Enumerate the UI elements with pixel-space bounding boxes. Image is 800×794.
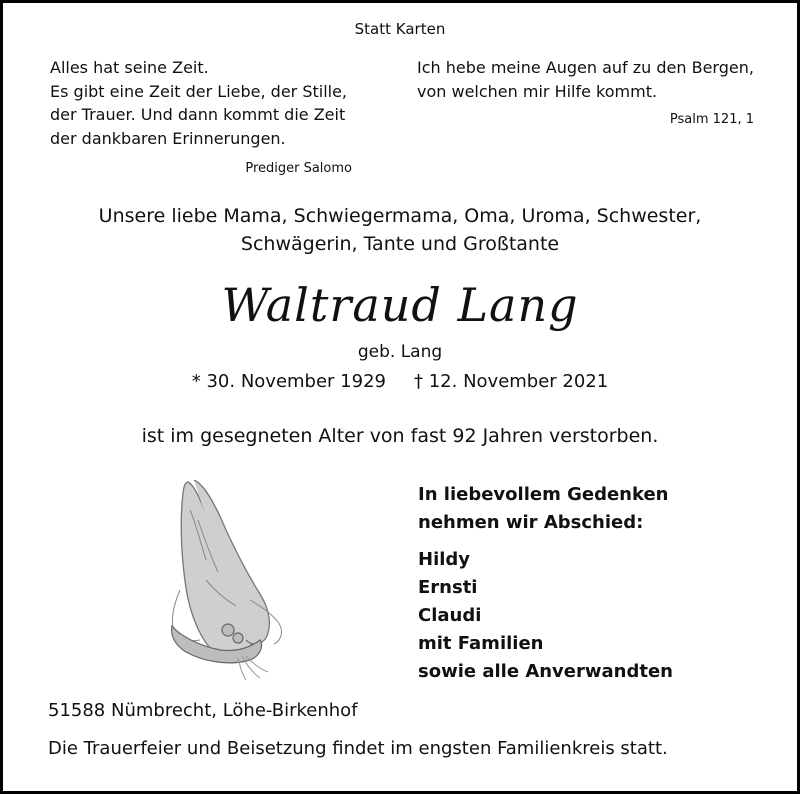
mourner-item: Claudi (418, 605, 482, 626)
mourner-item: mit Familien (418, 633, 544, 654)
praying-hands-icon (160, 480, 290, 680)
quote-left-line: Es gibt eine Zeit der Liebe, der Stille, (50, 81, 348, 101)
mourner-item: Hildy (418, 549, 471, 570)
quote-left (50, 56, 347, 150)
intro-text (0, 202, 800, 258)
quote-left-line: Alles hat seine Zeit. (50, 58, 209, 77)
farewell-line: In liebevollem Gedenken (418, 484, 669, 505)
quote-right-attribution: Psalm 121, 1 (669, 112, 754, 127)
age-statement: ist im gesegneten Alter von fast 92 Jahren verstorben. (141, 425, 659, 447)
maiden-name: geb. Lang (357, 342, 443, 362)
quote-right-line: von welchen mir Hilfe kommt. (417, 81, 658, 101)
ceremony-note: Die Trauerfeier und Beisetzung findet im engsten Familienkreis statt. (48, 738, 668, 759)
quote-left-line: der dankbaren Erinnerungen. (50, 128, 286, 148)
farewell-line: nehmen wir Abschied: (418, 512, 644, 533)
death-date: † 12. November 2021 (414, 371, 609, 392)
birth-date: * 30. November 1929 (191, 371, 386, 392)
header-label: Statt Karten (354, 20, 446, 38)
mourner-item: sowie alle Anverwandten (418, 661, 673, 682)
quote-right-line: Ich hebe meine Augen auf zu den Bergen, (417, 58, 754, 77)
life-dates (0, 371, 800, 392)
address-line: 51588 Nümbrecht, Löhe-Birkenhof (48, 700, 358, 721)
quote-left-line: der Trauer. Und dann kommt die Zeit (50, 105, 346, 124)
deceased-name: Waltraud Lang (221, 278, 579, 332)
farewell-text (418, 481, 669, 537)
quote-right (417, 56, 754, 103)
mourner-item: Ernsti (418, 577, 478, 598)
intro-line: Schwägerin, Tante und Großtante (240, 233, 560, 255)
intro-line: Unsere liebe Mama, Schwiegermama, Oma, Uroma, Schwester, (98, 205, 702, 227)
quote-left-attribution: Prediger Salomo (245, 161, 352, 176)
mourners-list (418, 546, 673, 686)
